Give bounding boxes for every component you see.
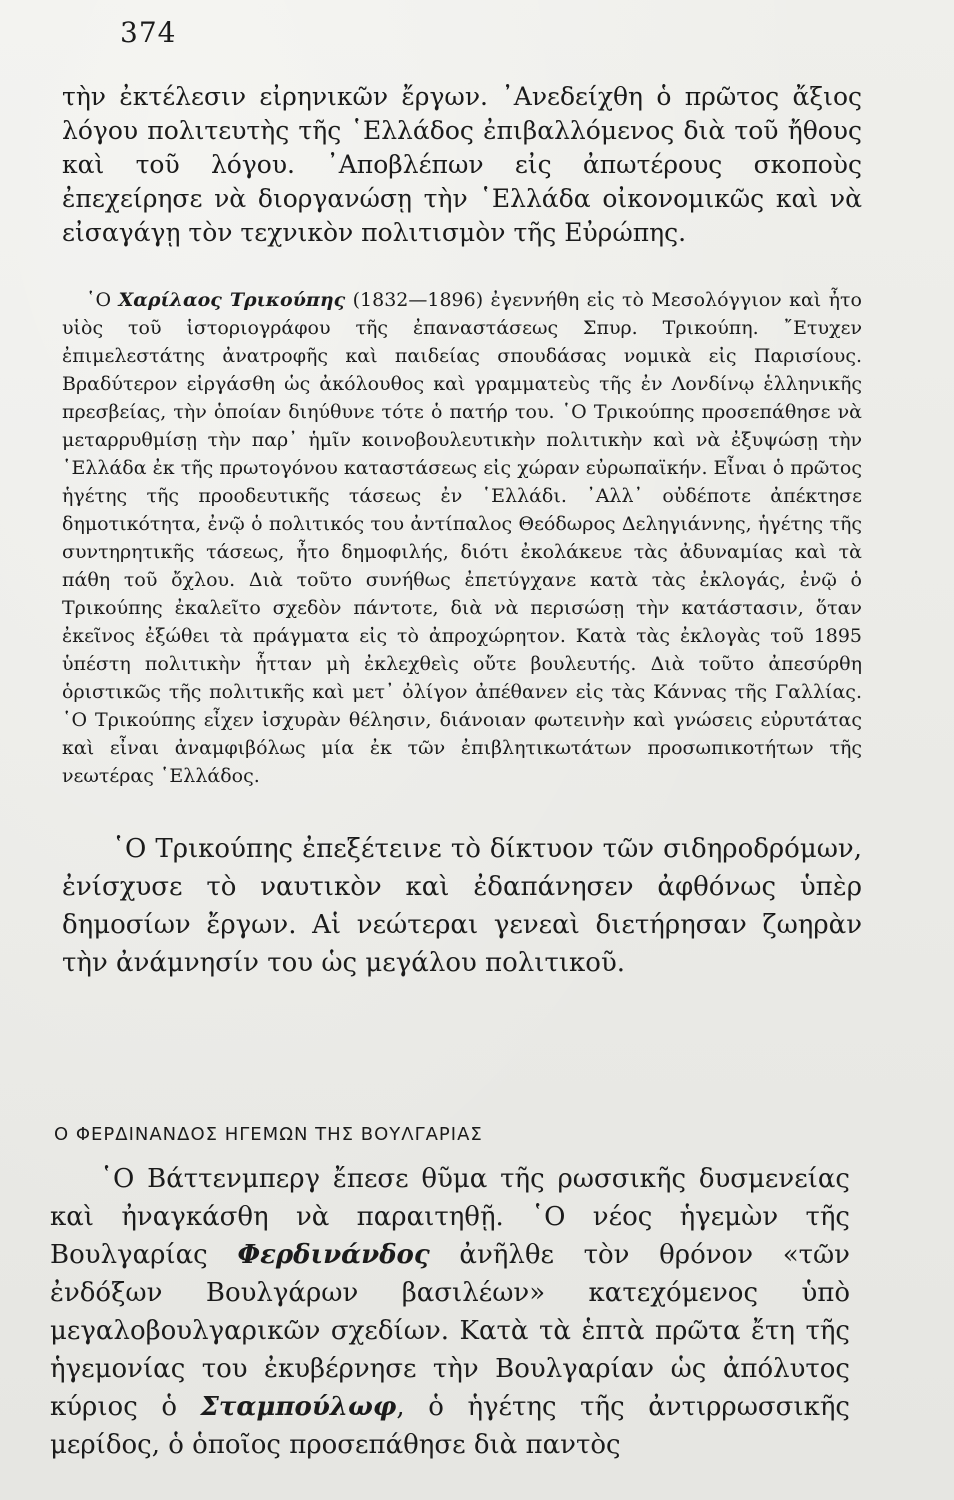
section-name-stambolov: Σταμπούλωφ [200,1392,397,1422]
section-text-part-2: ἀνῆλθε τὸν θρόνον «τῶν ἐνδόξων Βουλγάρων βασιλέων» κατεχόμενος ὑπὸ μεγαλοβουλγαρικῶν σχεδίων. Κατὰ τὰ ἑπτὰ πρῶτα ἔτη τῆς ἡγεμονίας του ἐκυβέρνησε τὴν Βουλγαρίαν ὡς ἀπόλυτος κύριος ὁ [50,1240,850,1422]
section-paragraph [50,1160,850,1464]
closing-paragraph: ῾Ο Τρικούπης ἐπεξέτεινε τὸ δίκτυον τῶν σιδηροδρόμων, ἐνίσχυσε τὸ ναυτικὸν καὶ ἐδαπάνησεν ἀφθόνως ὑπὲρ δημοσίων ἔργων. Αἱ νεώτεραι γενεαὶ διετήρησαν ζωηρὰν τὴν ἀνάμνησίν του ὡς μεγάλου πολιτικοῦ. [62,834,862,978]
biography-text: (1832—1896) ἐγεννήθη εἰς τὸ Μεσολόγγιον καὶ ἦτο υἱὸς τοῦ ἱστοριογράφου τῆς ἐπαναστάσεως Σπυρ. Τρικούπη. ῎Ετυχεν ἐπιμελεστάτης ἀνατροφῆς καὶ παιδείας σπουδάσας νομικὰ εἰς Παρισίους. Βραδύτερον εἰργάσθη ὡς ἀκόλουθος καὶ γραμματεὺς τῆς ἐν Λονδίνῳ ἑλληνικῆς πρεσβείας, τὴν ὁποίαν διηύθυνε τότε ὁ πατήρ του. ῾Ο Τρικούπης προσεπάθησε νὰ μεταρρυθμίσῃ τὴν παρ᾿ ἡμῖν κοινοβουλευτικὴν πολιτικὴν καὶ νὰ ἐξυψώσῃ τὴν ῾Ελλάδα ἐκ τῆς πρωτογόνου καταστάσεως εἰς χώραν εὐρωπαϊκήν. Εἶναι ὁ πρῶτος ἡγέτης τῆς προοδευτικῆς τάσεως ἐν ῾Ελλάδι. ᾿Αλλ᾿ οὐδέποτε ἀπέκτησε δημοτικότητα, ἐνῷ ὁ πολιτικός του ἀντίπαλος Θεόδωρος Δεληγιάννης, ἡγέτης τῆς συντηρητικῆς τάσεως, ἦτο δημοφιλής, διότι ἐκολάκευε τὰς ἀδυναμίας καὶ τὰ πάθη τοῦ ὄχλου. Διὰ τοῦτο συνήθως ἐπετύγχανε κατὰ τὰς ἐκλογάς, ἐνῷ ὁ Τρικούπης ἐκαλεῖτο σχεδὸν πάντοτε, διὰ νὰ περισώσῃ τὴν κατάστασιν, ὅταν ἐκεῖνος ἐξώθει τὰ πράγματα εἰς τὸ ἀπροχώρητον. Κατὰ τὰς ἐκλογὰς τοῦ 1895 ὑπέστη πολιτικὴν ἧτταν μὴ ἐκλεχθεὶς οὔτε βουλευτής. Διὰ τοῦτο ἀπεσύρθη ὁριστικῶς τῆς πολιτικῆς καὶ μετ᾿ ὀλίγον ἀπέθανεν εἰς τὰς Κάννας τῆς Γαλλίας. ῾Ο Τρικούπης εἶχεν ἰσχυρὰν θέλησιν, διάνοιαν φωτεινὴν καὶ γνώσεις εὐρυτάτας καὶ εἶναι ἀναμφιβόλως μία ἐκ τῶν ἐπιβλητικωτάτων προσωπικοτήτων τῆς νεωτέρας ῾Ελλάδος. [62,289,862,787]
section-text-part-1: ῾Ο Βάττενμπεργ ἔπεσε θῦμα τῆς ρωσσικῆς δυσμενείας καὶ ἠναγκάσθη νὰ παραιτηθῇ. ῾Ο νέος ἡγεμὼν τῆς Βουλγαρίας [50,1164,850,1270]
biography-lead: ῾Ο [86,289,119,311]
section-text-part-3: , ὁ ἡγέτης τῆς ἀντιρρωσσικῆς μερίδος, ὁ ὁποῖος προσεπάθησε διὰ παντὸς [50,1392,850,1460]
section-name-ferdinand: Φερδινάνδος [237,1240,430,1270]
section-heading: Ο ΦΕΡΔΙΝΑΝΔΟΣ ΗΓΕΜΩΝ ΤΗΣ ΒΟΥΛΓΑΡΙΑΣ [54,1124,483,1145]
intro-paragraph: τὴν ἐκτέλεσιν εἰρηνικῶν ἔργων. ᾿Ανεδείχθη ὁ πρῶτος ἄξιος λόγου πολιτευτὴς τῆς ῾Ελλάδος ἐπιβαλλόμενος διὰ τοῦ ἤθους καὶ τοῦ λόγου. ᾿Αποβλέπων εἰς ἀπωτέρους σκοποὺς ἐπεχείρησε νὰ διοργανώσῃ τὴν ῾Ελλάδα οἰκονομικῶς καὶ νὰ εἰσαγάγῃ τὸν τεχνικὸν πολιτισμὸν τῆς Εὐρώπης. [62,82,862,247]
biography-subject-name: Χαρίλαος Τρικούπης [118,289,346,311]
main-text-column [62,80,862,1008]
biography-paragraph [62,286,862,790]
page-number: 374 [120,16,177,49]
